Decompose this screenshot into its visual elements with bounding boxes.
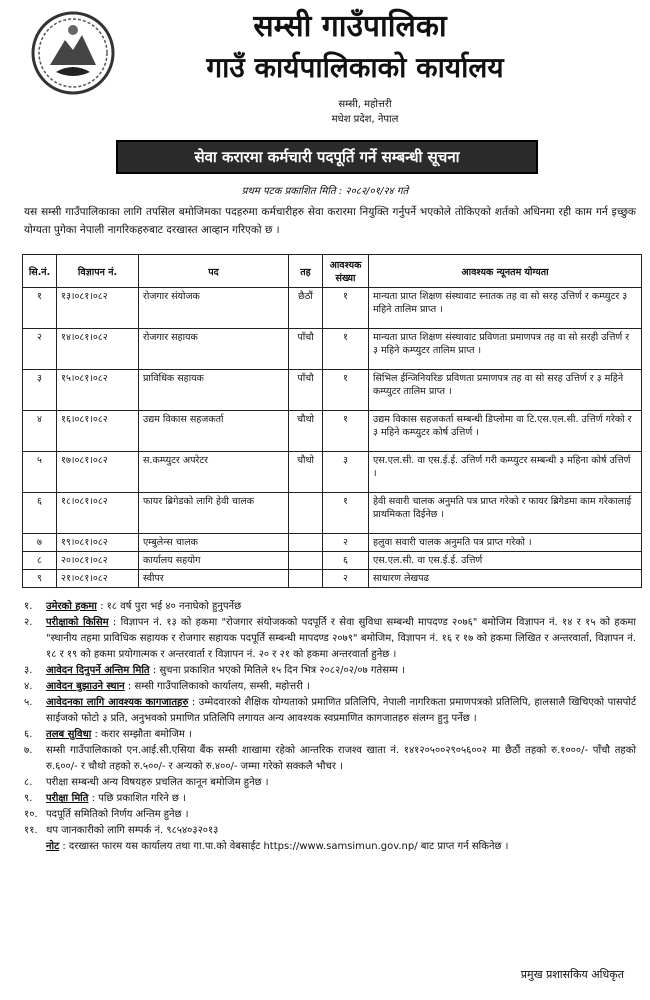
note-text [46, 807, 636, 823]
cell-post: कार्यालय सहयोग [139, 552, 289, 570]
cell-level: पाँचौ [289, 370, 323, 411]
table-row [23, 411, 642, 452]
table-row [23, 452, 642, 493]
notice-banner: सेवा करारमा कर्मचारी पदपूर्ति गर्ने सम्बन्धी सूचना [116, 140, 538, 174]
cell-level: पाँचौ [289, 329, 323, 370]
header-post: पद [139, 255, 289, 288]
cell-ad-no: १७।०८१।०८२ [57, 452, 139, 493]
note-text [46, 615, 636, 663]
note-body: : करार सम्झौता बमोजिम । [94, 729, 192, 740]
cell-level [289, 493, 323, 534]
header-sn: सि.नं. [23, 255, 57, 288]
cell-post: फायर ब्रिगेडको लागि हेवी चालक [139, 493, 289, 534]
header-qualification: आवश्यक न्यूनतम योग्यता [369, 255, 642, 288]
cell-sn: ६ [23, 493, 57, 534]
municipality-title: सम्सी गाउँपालिका [253, 9, 447, 44]
cell-sn: ९ [23, 570, 57, 588]
cell-count: ३ [323, 452, 369, 493]
cell-sn: २ [23, 329, 57, 370]
note-body: सम्सी गाउँपालिकाको एन.आई.सी.एसिया बैंक सम्सी शाखामा रहेको आन्तरिक राजश्व खाता नं. १४१२०५००२९०५६००२ मा छैठौं तहको रु.१०००/- पाँचौ तहको रु.६००/- र चौथो तहको रु.५००/- र अन्यको रु.४००/- जम्मा गरेको सक्कलै भौचर । [46, 745, 636, 772]
cell-sn: ७ [23, 534, 57, 552]
list-item [24, 743, 636, 775]
header-level: तह [289, 255, 323, 288]
publish-date: प्रथम पटक प्रकाशित मिति : २०८२/०१/२४ गते [241, 186, 409, 197]
note-text [46, 679, 636, 695]
cell-count: १ [323, 329, 369, 370]
cell-level: छैठौं [289, 288, 323, 329]
note-number: ५. [24, 697, 33, 708]
note-text [46, 695, 636, 727]
table-row [23, 534, 642, 552]
address-line-1: सम्सी, महोत्तरी [338, 99, 392, 110]
list-item [24, 727, 636, 743]
note-label: परीक्षाको किसिम [46, 617, 109, 628]
note-number: ९. [24, 793, 33, 804]
table-row [23, 329, 642, 370]
cell-post: उद्यम विकास सहजकर्ता [139, 411, 289, 452]
cell-level [289, 534, 323, 552]
cell-sn: ८ [23, 552, 57, 570]
cell-sn: ५ [23, 452, 57, 493]
list-item [24, 823, 636, 839]
note-text [46, 743, 636, 775]
cell-sn: ४ [23, 411, 57, 452]
cell-qualification: हलुवा सवारी चालक अनुमति पत्र प्राप्त गरेको । [369, 534, 642, 552]
note-label: नोट [46, 841, 60, 852]
header-ad-no: विज्ञापन नं. [57, 255, 139, 288]
table-row [23, 570, 642, 588]
note-text [46, 791, 636, 807]
cell-post: प्राविधिक सहायक [139, 370, 289, 411]
note-body: : उम्मेदवारको शैक्षिक योग्यताको प्रमाणित प्रतिलिपि, नेपाली नागरिकता प्रमाणपत्रको प्रतिलिपि, हालसालै खिचिएको पासपोर्ट साईजको फोटो ३ प्रति, अनुभवको प्रमाणित प्रतिलिपि लगायत अन्य आवश्यक स्वप्रमाणित कागजातहरु संलग्न हुनु पर्नेछ । [46, 697, 636, 724]
cell-ad-no: २०।०८१।०८२ [57, 552, 139, 570]
note-text [46, 823, 636, 839]
note-text [46, 663, 636, 679]
cell-count: १ [323, 370, 369, 411]
note-number: ३. [24, 665, 33, 676]
list-item [24, 599, 636, 615]
note-number: ६. [24, 729, 33, 740]
note-body: : दरखास्त फारम यस कार्यालय तथा गा.पा.को वेबसाईट https://www.samsimun.gov.np/ बाट प्राप्त गर्न सकिनेछ । [62, 841, 509, 852]
cell-ad-no: १३।०८१।०८२ [57, 288, 139, 329]
cell-level: चौथो [289, 411, 323, 452]
note-number: ४. [24, 681, 33, 692]
cell-qualification: एस.एल.सी. वा एस.ई.ई. उत्तिर्ण गरी कम्प्युटर सम्बन्धी ३ महिना कोर्ष उत्तिर्ण । [369, 452, 642, 493]
note-label: परीक्षा मिति [46, 793, 89, 804]
cell-post: स.कम्प्युटर अपरेटर [139, 452, 289, 493]
cell-count: १ [323, 411, 369, 452]
note-text [46, 839, 636, 855]
cell-level [289, 552, 323, 570]
table-row [23, 370, 642, 411]
cell-count: २ [323, 534, 369, 552]
list-item [24, 839, 636, 855]
cell-ad-no: १४।०८१।०८२ [57, 329, 139, 370]
note-number: १. [24, 601, 33, 612]
cell-qualification: एस.एल.सी. वा एस.ई.ई. उत्तिर्ण [369, 552, 642, 570]
header-count: आवश्यक संख्या [323, 255, 369, 288]
intro-paragraph: यस सम्सी गाउँपालिकाका लागि तपसिल बमोजिमका पदहरुमा कर्मचारीहरु सेवा करारमा नियुक्ति गर्नुपर्ने भएकोले तोकिएको शर्तको अधिनमा रही काम गर्न इच्छुक योग्यता पुगेका नेपाली नागरिकहरुबाट दरखास्त आव्हान गरिएको छ । [24, 206, 636, 236]
list-item [24, 615, 636, 663]
cell-ad-no: १८।०८१।०८२ [57, 493, 139, 534]
cell-qualification: उद्यम विकास सहजकर्ता सम्बन्धी डिप्लोमा वा टि.एस.एल.सी. उत्तिर्ण गरेको र ३ महिने कम्प्युटर कोर्ष उत्तिर्ण । [369, 411, 642, 452]
note-body: : विज्ञापन नं. १३ को हकमा "रोजगार संयोजकको पदपूर्ति र सेवा सुविधा सम्बन्धी मापदण्ड २०७६" बमोजिम विज्ञापन नं. १४ र १५ को हकमा "स्थानीय तहमा प्राविधिक सहायक र रोजगार सहायक पदपूर्ति सम्बन्धी मापदण्ड २०७९" बमोजिम, विज्ञापन नं. १६ र १७ को हकमा लिखित र अन्तरवार्ता, विज्ञापन नं. १८ र १९ को हकमा प्रयोगात्मक र अन्तरवार्ता र विज्ञापन नं. २० र २१ को हकमा अन्तरवार्ता हुनेछ । [46, 617, 636, 660]
cell-count: ६ [323, 552, 369, 570]
note-body: परीक्षा सम्बन्धी अन्य विषयहरु प्रचलित कानून बमोजिम हुनेछ । [46, 777, 269, 788]
list-item [24, 679, 636, 695]
note-number [24, 839, 46, 855]
note-text [46, 599, 636, 615]
cell-sn: १ [23, 288, 57, 329]
cell-qualification: सिभिल ईन्जिनियरिङ प्रविणता प्रमाणपत्र तह वा सो सरह उत्तिर्ण र ३ महिने कम्प्युटर तालिम प्राप्त । [369, 370, 642, 411]
table-header-row [23, 255, 642, 288]
notes-list [24, 599, 636, 855]
note-label: तलब सुविधा [46, 729, 92, 740]
cell-qualification: मान्यता प्राप्त शिक्षण संस्थावाट स्नातक तह वा सो सरह उत्तिर्ण र कम्प्युटर ३ महिने तालिम प्राप्त । [369, 288, 642, 329]
cell-ad-no: १६।०८१।०८२ [57, 411, 139, 452]
cell-sn: ३ [23, 370, 57, 411]
cell-count: २ [323, 570, 369, 588]
note-number: १०. [24, 809, 38, 820]
list-item [24, 663, 636, 679]
note-label: आवेदन दिनुपर्ने अन्तिम मिति [46, 665, 150, 676]
signature-title: प्रमुख प्रशासकिय अधिकृत [520, 968, 624, 981]
cell-level [289, 570, 323, 588]
list-item [24, 775, 636, 791]
office-title: गाउँ कार्यपालिकाको कार्यालय [206, 51, 504, 84]
note-text [46, 727, 636, 743]
vacancy-table [22, 254, 642, 588]
note-body: थप जानकारीको लागि सम्पर्क नं. ९८५४०३२०१३ [46, 825, 219, 836]
cell-post: एम्बुलेन्स चालक [139, 534, 289, 552]
note-body: पदपूर्ति समितिको निर्णय अन्तिम हुनेछ । [46, 809, 189, 820]
cell-level: चौथो [289, 452, 323, 493]
table-row [23, 288, 642, 329]
note-number: ७. [24, 745, 33, 756]
note-body: : पछि प्रकाशित गरिने छ । [91, 793, 186, 804]
note-text [46, 775, 636, 791]
cell-post: रोजगार संयोजक [139, 288, 289, 329]
list-item [24, 791, 636, 807]
note-label: आवेदनका लागि आवश्यक कागजातहरु [46, 697, 189, 708]
note-body: : सुचना प्रकाशित भएको मितिले १५ दिन भित्र २०८२/०२/०७ गतेसम्म । [152, 665, 405, 676]
note-number: ८. [24, 777, 33, 788]
cell-post: स्वीपर [139, 570, 289, 588]
cell-qualification: हेवी सवारी चालक अनुमति पत्र प्राप्त गरेको र फायर ब्रिगेडमा काम गरेकालाई प्राथमिकता दिईनेछ । [369, 493, 642, 534]
cell-qualification: मान्यता प्राप्त शिक्षण संस्थावाट प्रविणता प्रमाणपत्र तह वा सो सरही उत्तिर्ण र ३ महिने कम्प्युटर तालिम प्राप्त । [369, 329, 642, 370]
cell-post: रोजगार सहायक [139, 329, 289, 370]
cell-count: १ [323, 493, 369, 534]
cell-qualification: साधारण लेखपढ [369, 570, 642, 588]
note-body: : १८ वर्ष पुरा भई ४० ननाघेको हुनुपर्नेछ [100, 601, 242, 612]
cell-ad-no: २१।०८१।०८२ [57, 570, 139, 588]
note-number: २. [24, 617, 33, 628]
cell-ad-no: १५।०८१।०८२ [57, 370, 139, 411]
note-label: आवेदन बुझाउने स्थान [46, 681, 125, 692]
note-number: ११. [24, 825, 38, 836]
note-label: उमेरको हकमा [46, 601, 97, 612]
address-line-2: मधेश प्रदेश, नेपाल [331, 114, 399, 125]
cell-count: १ [323, 288, 369, 329]
list-item [24, 695, 636, 727]
list-item [24, 807, 636, 823]
table-row [23, 493, 642, 534]
cell-ad-no: १९।०८१।०८२ [57, 534, 139, 552]
note-body: : सम्सी गाउँपालिकाको कार्यालय, सम्सी, महोत्तरी । [127, 681, 310, 692]
table-row [23, 552, 642, 570]
